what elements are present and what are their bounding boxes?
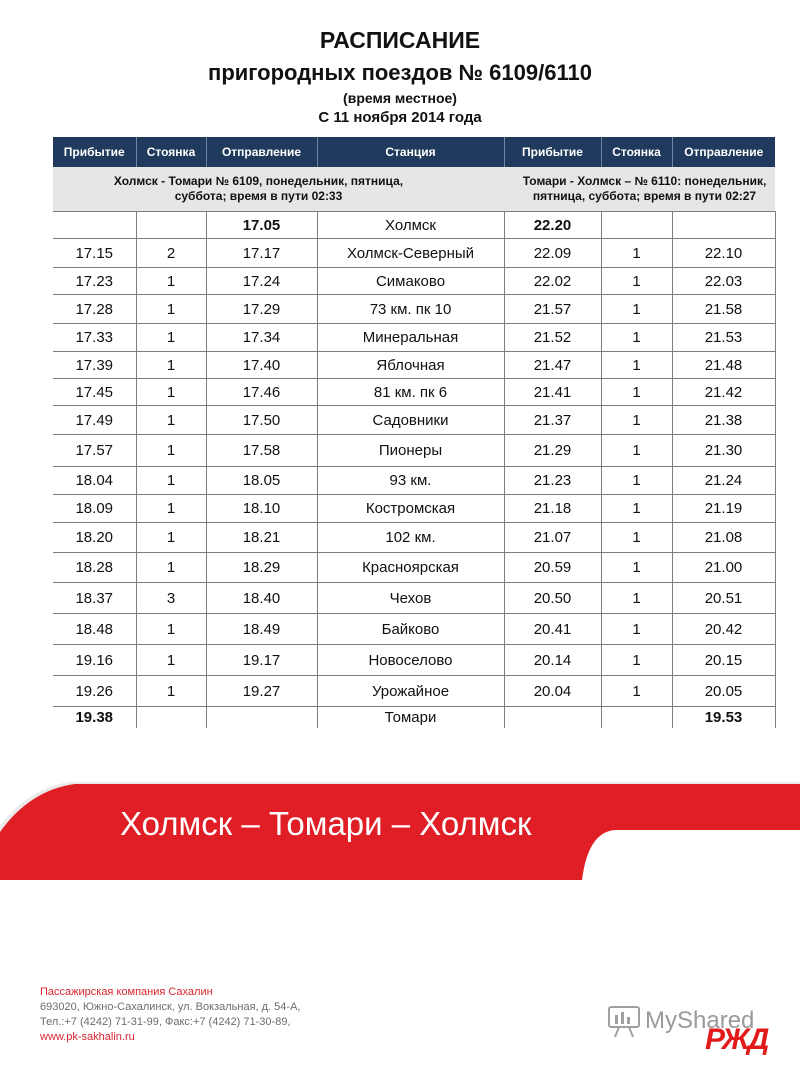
cell-stop-return: 1 <box>601 239 672 268</box>
table-row <box>53 676 775 707</box>
cell-stop: 1 <box>136 523 206 553</box>
cell-stop: 1 <box>136 295 206 324</box>
cell-station: 73 км. пк 10 <box>317 295 504 324</box>
cell-arrival: 19.26 <box>53 676 136 707</box>
cell-arrival-return: 21.37 <box>504 406 601 435</box>
cell-station: Урожайное <box>317 676 504 707</box>
cell-stop-return: 1 <box>601 583 672 614</box>
table-row <box>53 645 775 676</box>
cell-stop-return: 1 <box>601 676 672 707</box>
cell-stop-return: 1 <box>601 324 672 352</box>
table-header-row <box>53 137 775 167</box>
cell-arrival: 18.48 <box>53 614 136 645</box>
cell-departure-return: 21.53 <box>672 324 775 352</box>
cell-stop-return: 1 <box>601 406 672 435</box>
col-header-departure-return: Отправление <box>672 137 775 167</box>
cell-stop-return: 1 <box>601 523 672 553</box>
cell-departure: 18.29 <box>206 553 317 583</box>
watermark-text: MyShared <box>645 1007 755 1034</box>
company-address: 693020, Южно-Сахалинск, ул. Вокзальная, д. 54-А, <box>40 1001 301 1013</box>
table-row <box>53 352 775 379</box>
cell-station: Холмск <box>317 212 504 239</box>
cell-arrival-return: 21.29 <box>504 435 601 467</box>
cell-stop <box>136 212 206 239</box>
cell-departure: 17.34 <box>206 324 317 352</box>
cell-stop: 1 <box>136 614 206 645</box>
cell-arrival: 18.04 <box>53 467 136 495</box>
cell-station: Новоселово <box>317 645 504 676</box>
col-header-stop-return: Стоянка <box>601 137 672 167</box>
cell-stop: 1 <box>136 676 206 707</box>
cell-arrival-return: 22.20 <box>504 212 601 239</box>
cell-arrival: 17.39 <box>53 352 136 379</box>
cell-departure: 17.05 <box>206 212 317 239</box>
page-title: РАСПИСАНИЕ <box>319 27 481 53</box>
train-info-row <box>53 167 775 212</box>
cell-departure: 18.10 <box>206 495 317 523</box>
col-header-stop: Стоянка <box>136 137 206 167</box>
cell-station: 93 км. <box>317 467 504 495</box>
cell-stop-return: 1 <box>601 614 672 645</box>
footer-contacts <box>40 985 300 1045</box>
cell-station: Пионеры <box>317 435 504 467</box>
cell-arrival-return: 20.14 <box>504 645 601 676</box>
cell-arrival-return: 21.52 <box>504 324 601 352</box>
table-row <box>53 523 775 553</box>
cell-arrival: 17.57 <box>53 435 136 467</box>
col-header-station: Станция <box>317 137 504 167</box>
effective-date: С 11 ноября 2014 года <box>318 109 482 126</box>
cell-arrival: 19.16 <box>53 645 136 676</box>
company-phones: Тел.:+7 (4242) 71-31-99, Факс:+7 (4242) 71-30-89, <box>40 1016 291 1028</box>
cell-departure-return: 21.42 <box>672 379 775 406</box>
cell-stop: 1 <box>136 435 206 467</box>
cell-stop: 1 <box>136 352 206 379</box>
cell-arrival-return: 20.59 <box>504 553 601 583</box>
cell-stop-return: 1 <box>601 495 672 523</box>
cell-departure-return: 19.53 <box>672 707 775 728</box>
table-row <box>53 379 775 406</box>
cell-arrival-return: 22.09 <box>504 239 601 268</box>
train-6110-info <box>504 167 775 212</box>
cell-arrival-return: 20.50 <box>504 583 601 614</box>
cell-departure-return: 20.42 <box>672 614 775 645</box>
cell-arrival-return: 21.47 <box>504 352 601 379</box>
cell-station: Красноярская <box>317 553 504 583</box>
cell-departure: 18.40 <box>206 583 317 614</box>
table-row <box>53 268 775 295</box>
cell-stop-return: 1 <box>601 553 672 583</box>
cell-departure: 17.17 <box>206 239 317 268</box>
cell-station: 81 км. пк 6 <box>317 379 504 406</box>
cell-station: Костромская <box>317 495 504 523</box>
cell-arrival-return: 21.41 <box>504 379 601 406</box>
company-name: Пассажирская компания Сахалин <box>40 986 213 998</box>
cell-arrival: 17.45 <box>53 379 136 406</box>
cell-departure-return: 22.10 <box>672 239 775 268</box>
cell-stop-return: 1 <box>601 268 672 295</box>
col-header-arrival: Прибытие <box>53 137 136 167</box>
rzd-logo: РЖД <box>705 1023 768 1056</box>
cell-departure-return: 20.15 <box>672 645 775 676</box>
table-row <box>53 239 775 268</box>
table-row <box>53 406 775 435</box>
cell-station: Минеральная <box>317 324 504 352</box>
cell-station: Садовники <box>317 406 504 435</box>
train-6109-info-line2: суббота; время в пути 02:33 <box>174 189 343 203</box>
cell-departure: 17.50 <box>206 406 317 435</box>
page-subtitle: пригородных поездов № 6109/6110 <box>208 60 592 85</box>
cell-departure <box>206 707 317 728</box>
cell-departure-return: 21.08 <box>672 523 775 553</box>
route-banner-text: Холмск – Томари – Холмск <box>120 805 532 842</box>
cell-departure: 19.27 <box>206 676 317 707</box>
cell-arrival: 17.49 <box>53 406 136 435</box>
cell-stop-return: 1 <box>601 645 672 676</box>
cell-departure-return: 21.00 <box>672 553 775 583</box>
table-row <box>53 324 775 352</box>
cell-departure: 17.24 <box>206 268 317 295</box>
table-row <box>53 583 775 614</box>
cell-arrival-return: 21.23 <box>504 467 601 495</box>
cell-station: Симаково <box>317 268 504 295</box>
cell-stop: 1 <box>136 324 206 352</box>
cell-departure-return: 21.30 <box>672 435 775 467</box>
cell-stop-return: 1 <box>601 295 672 324</box>
cell-stop: 1 <box>136 406 206 435</box>
cell-arrival: 18.09 <box>53 495 136 523</box>
cell-arrival-return: 22.02 <box>504 268 601 295</box>
cell-station: Чехов <box>317 583 504 614</box>
cell-arrival: 18.37 <box>53 583 136 614</box>
cell-departure: 18.05 <box>206 467 317 495</box>
cell-arrival-return <box>504 707 601 728</box>
cell-departure: 19.17 <box>206 645 317 676</box>
cell-arrival: 17.33 <box>53 324 136 352</box>
cell-station: Яблочная <box>317 352 504 379</box>
cell-stop-return: 1 <box>601 435 672 467</box>
cell-departure-return: 21.48 <box>672 352 775 379</box>
cell-stop <box>136 707 206 728</box>
table-row <box>53 553 775 583</box>
cell-stop: 2 <box>136 239 206 268</box>
cell-departure: 17.40 <box>206 352 317 379</box>
cell-departure: 18.21 <box>206 523 317 553</box>
cell-station: Томари <box>317 707 504 728</box>
cell-arrival-return: 20.04 <box>504 676 601 707</box>
cell-stop: 1 <box>136 379 206 406</box>
cell-departure-return: 21.24 <box>672 467 775 495</box>
cell-departure-return <box>672 212 775 239</box>
cell-arrival: 17.15 <box>53 239 136 268</box>
cell-departure: 18.49 <box>206 614 317 645</box>
cell-stop-return <box>601 212 672 239</box>
cell-departure-return: 21.58 <box>672 295 775 324</box>
cell-departure-return: 20.51 <box>672 583 775 614</box>
cell-arrival: 17.28 <box>53 295 136 324</box>
cell-stop-return: 1 <box>601 467 672 495</box>
cell-arrival: 18.20 <box>53 523 136 553</box>
train-6109-info <box>53 167 504 212</box>
train-6109-info-line1: Холмск - Томари № 6109, понедельник, пятница, <box>113 174 404 188</box>
cell-stop-return: 1 <box>601 379 672 406</box>
cell-departure: 17.46 <box>206 379 317 406</box>
table-row <box>53 435 775 467</box>
cell-arrival: 19.38 <box>75 708 114 726</box>
cell-stop-return: 1 <box>601 352 672 379</box>
time-note: (время местное) <box>343 90 457 106</box>
cell-stop: 1 <box>136 495 206 523</box>
cell-station: Холмск-Северный <box>317 239 504 268</box>
cell-departure-return: 20.05 <box>672 676 775 707</box>
cell-station: Байково <box>317 614 504 645</box>
schedule-table <box>53 137 776 728</box>
cell-departure: 17.29 <box>206 295 317 324</box>
table-row <box>53 495 775 523</box>
table-row <box>53 212 775 239</box>
cell-stop-return <box>601 707 672 728</box>
table-row <box>53 295 775 324</box>
cell-departure-return: 21.38 <box>672 406 775 435</box>
cell-departure-return: 21.19 <box>672 495 775 523</box>
col-header-arrival-return: Прибытие <box>504 137 601 167</box>
cell-arrival: 17.23 <box>53 268 136 295</box>
cell-arrival-return: 21.57 <box>504 295 601 324</box>
cell-stop: 3 <box>136 583 206 614</box>
train-6110-info-line2: пятница, суббота; время в пути 02:27 <box>532 189 757 203</box>
cell-arrival-return: 20.41 <box>504 614 601 645</box>
table-row <box>53 614 775 645</box>
cell-stop: 1 <box>136 268 206 295</box>
company-website[interactable]: www.pk-sakhalin.ru <box>40 1031 135 1043</box>
cell-stop: 1 <box>136 467 206 495</box>
cell-station: 102 км. <box>317 523 504 553</box>
cell-arrival-return: 21.18 <box>504 495 601 523</box>
col-header-departure: Отправление <box>206 137 317 167</box>
train-6110-info-line1: Томари - Холмск – № 6110: понедельник, <box>522 174 767 188</box>
cell-arrival <box>53 212 136 239</box>
cell-departure-return: 22.03 <box>672 268 775 295</box>
table-row <box>53 467 775 495</box>
cell-arrival: 18.28 <box>53 553 136 583</box>
cell-stop: 1 <box>136 553 206 583</box>
cell-arrival-return: 21.07 <box>504 523 601 553</box>
cell-stop: 1 <box>136 645 206 676</box>
table-row <box>53 707 775 728</box>
cell-departure: 17.58 <box>206 435 317 467</box>
